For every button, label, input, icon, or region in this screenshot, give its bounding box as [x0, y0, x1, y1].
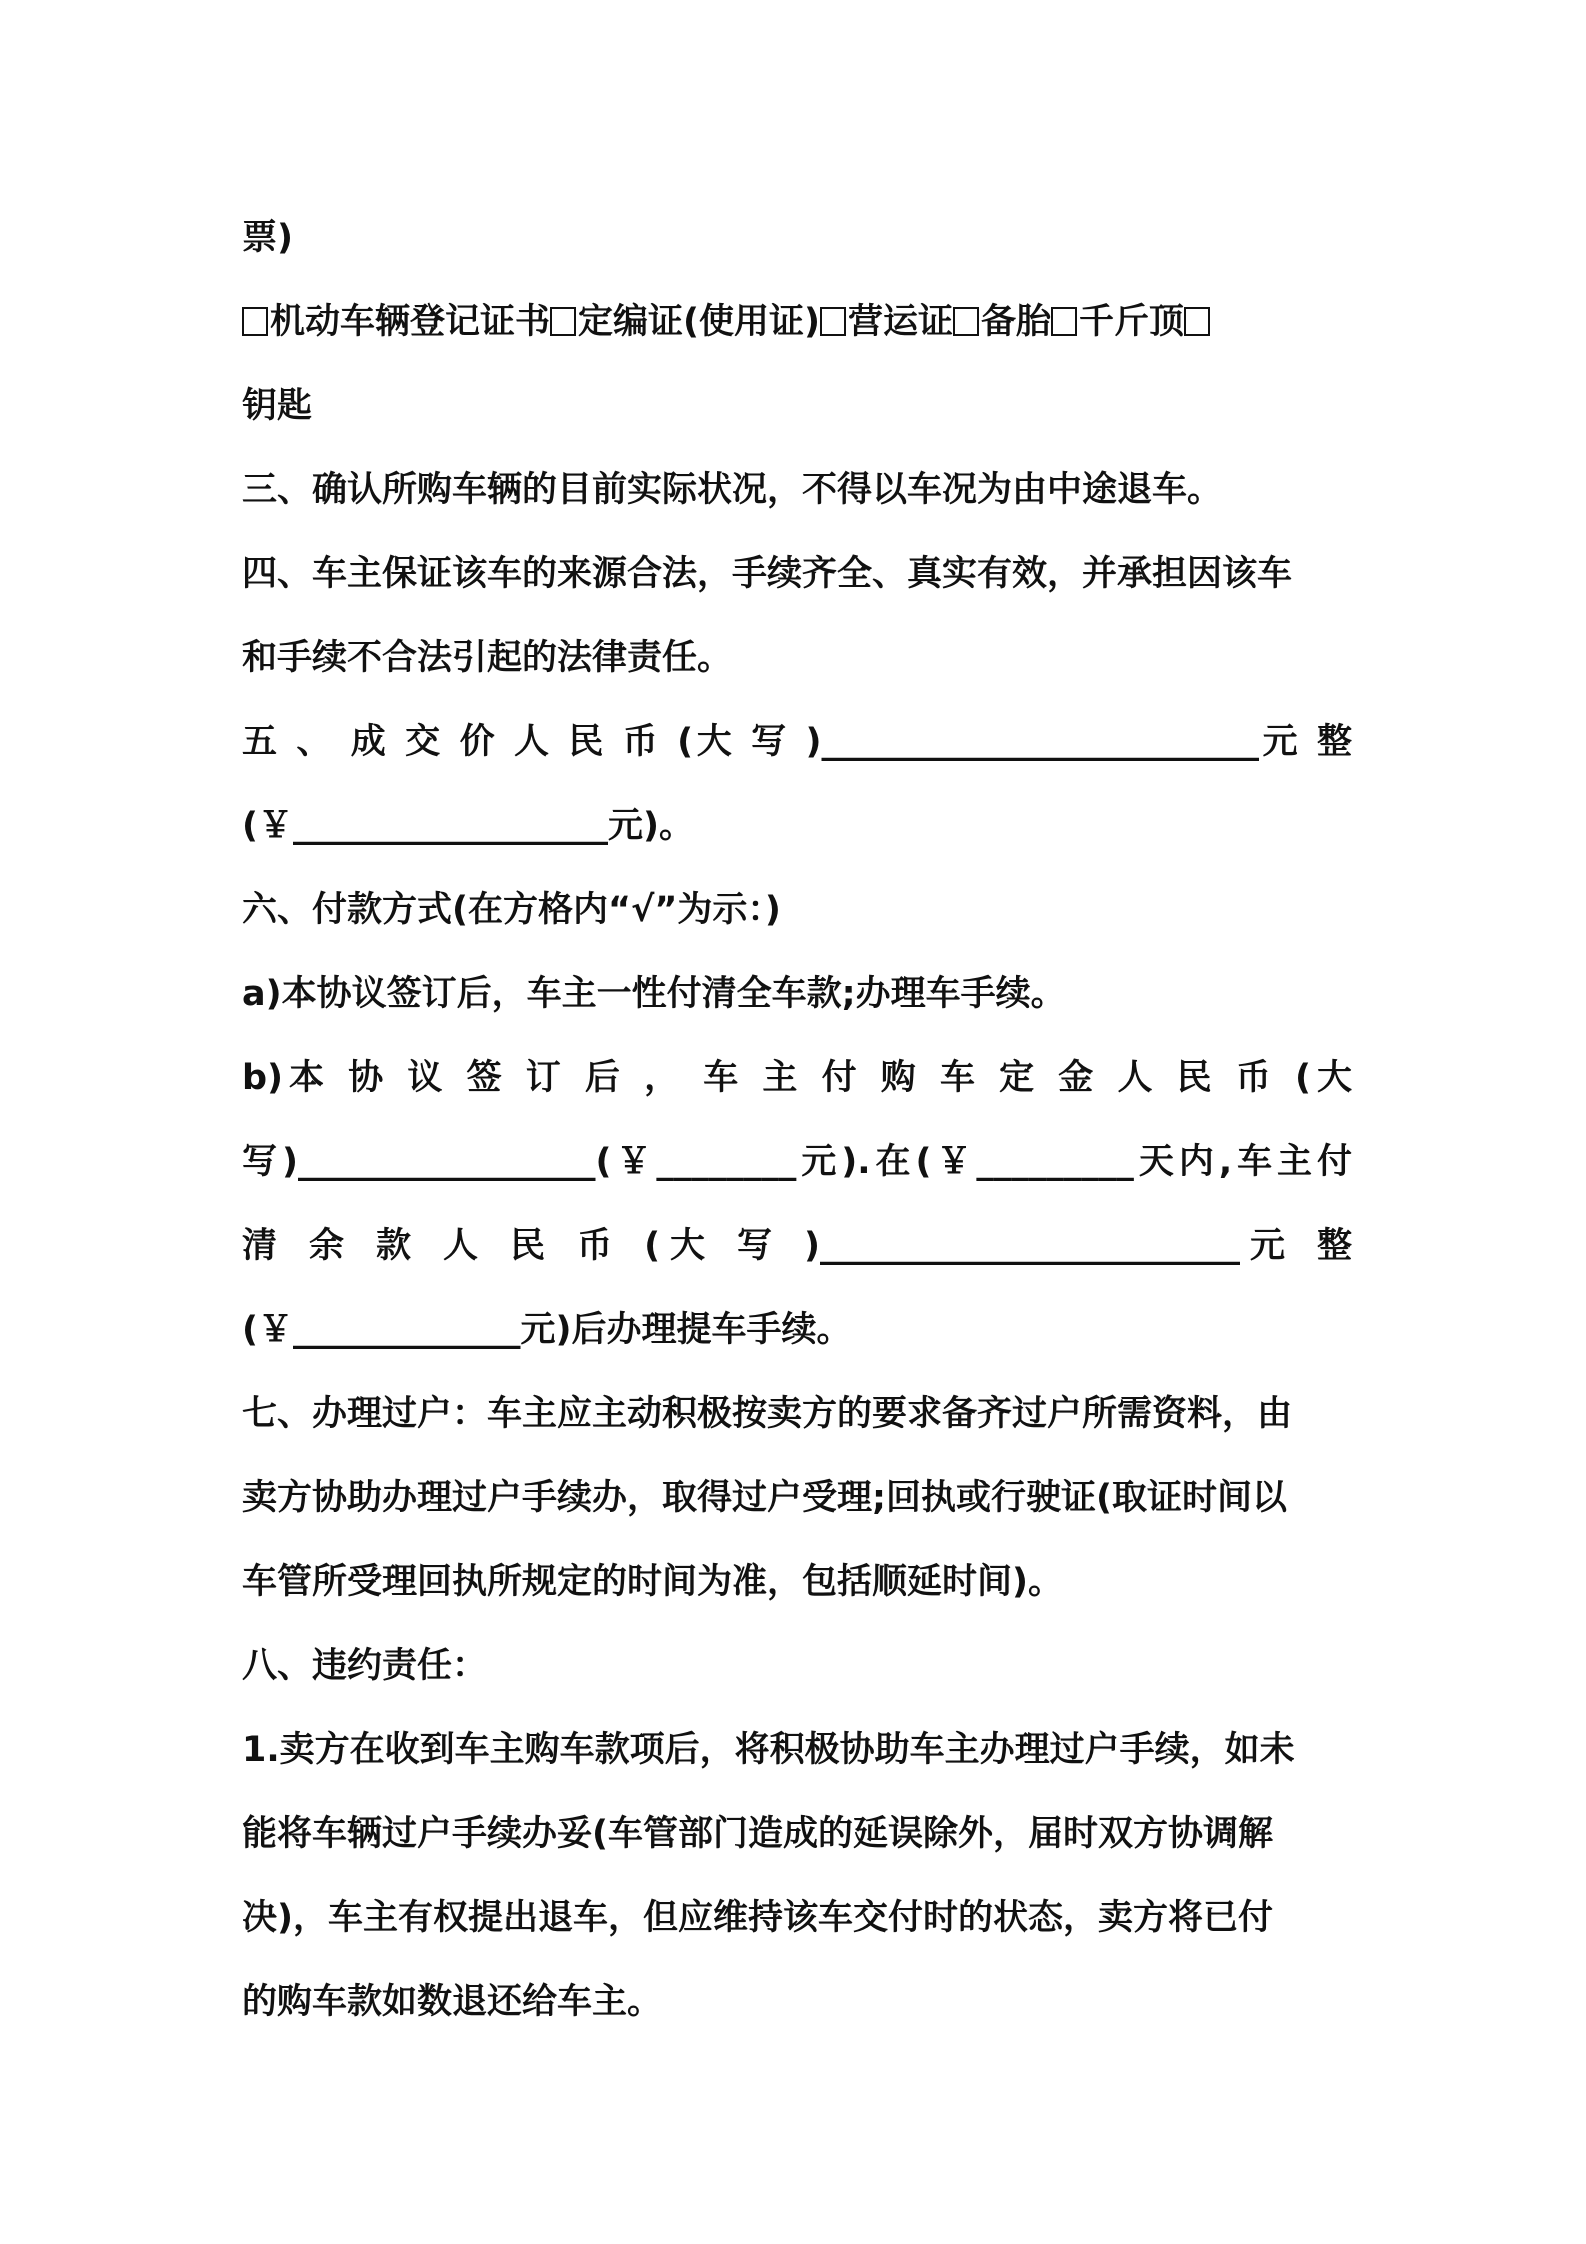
clause-4: 四、车主保证该车的来源合法，手续齐全、真实有效，并承担因该车: [242, 554, 1293, 594]
clause-5: 五 、 成 交 价 人 民 币 (大 写 )_________________________元 整: [242, 722, 1352, 762]
checklist-label: 定编证(使用证): [578, 302, 821, 342]
text-line: 票): [242, 218, 293, 258]
text-line: 的购车款如数退还给车主。: [242, 1982, 663, 2022]
text-line: (￥_____________元)后办理提车手续。: [242, 1310, 852, 1350]
clause-3: 三、确认所购车辆的目前实际状况，不得以车况为由中途退车。: [242, 470, 1223, 510]
checklist-label: 备胎: [981, 302, 1052, 342]
text-line: (￥__________________元)。: [242, 806, 694, 846]
text-line: 和手续不合法引起的法律责任。: [242, 638, 733, 678]
clause-6: 六、付款方式(在方格内“√”为示：): [242, 890, 781, 930]
text-line: 清 余 款 人 民 币 (大 写 )________________________元 整: [242, 1226, 1352, 1266]
checkbox[interactable]: [242, 307, 268, 336]
checklist-label: 千斤顶: [1079, 302, 1185, 342]
clause-8-item-1: 1.卖方在收到车主购车款项后，将积极协助车主办理过户手续，如未: [242, 1730, 1295, 1770]
checklist-line: [242, 280, 1352, 364]
checklist-label: 营运证: [848, 302, 954, 342]
text-line: 决)，车主有权提出退车，但应维持该车交付时的状态，卖方将已付: [242, 1898, 1273, 1938]
text-line: 钥匙: [242, 386, 313, 426]
document-page: [242, 196, 1352, 2044]
checklist-label: 机动车辆登记证书: [270, 302, 551, 342]
checkbox[interactable]: [1184, 307, 1210, 336]
clause-8: 八、违约责任：: [242, 1646, 488, 1686]
text-line: 卖方协助办理过户手续办，取得过户受理;回执或行驶证(取证时间以: [242, 1478, 1287, 1518]
checkbox[interactable]: [953, 307, 979, 336]
text-line: 车管所受理回执所规定的时间为准，包括顺延时间)。: [242, 1562, 1063, 1602]
checkbox[interactable]: [820, 307, 846, 336]
checkbox[interactable]: [550, 307, 576, 336]
option-b: b)本 协 议 签 订 后 ， 车 主 付 购 车 定 金 人 民 币 (大: [242, 1058, 1352, 1098]
option-a: a)本协议签订后，车主一性付清全车款;办理车手续。: [242, 974, 1066, 1014]
text-line: 写)_________________(￥________元).在(￥_________天内,车主付: [242, 1142, 1352, 1182]
checkbox[interactable]: [1051, 307, 1077, 336]
text-line: 能将车辆过户手续办妥(车管部门造成的延误除外，届时双方协调解: [242, 1814, 1273, 1854]
clause-7: 七、办理过户：车主应主动积极按卖方的要求备齐过户所需资料，由: [242, 1394, 1293, 1434]
